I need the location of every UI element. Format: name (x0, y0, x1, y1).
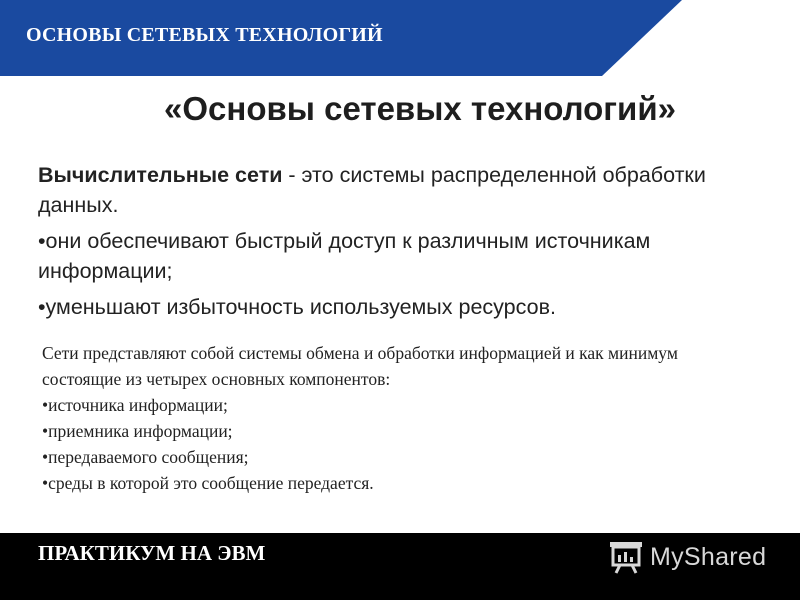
components-block (42, 340, 742, 496)
definition-text: - это системы распределенной обработки данных. (38, 163, 706, 217)
components-item: •передаваемого сообщения; (42, 447, 249, 467)
logo-text: MyShared (650, 542, 767, 571)
definition-block (38, 160, 778, 322)
header-band (0, 0, 800, 76)
presentation-board-icon (608, 539, 644, 575)
components-item: •приемника информации; (42, 421, 233, 441)
footer-bar (0, 533, 800, 600)
header-title: ОСНОВЫ СЕТЕВЫХ ТЕХНОЛОГИЙ (26, 24, 383, 46)
components-item: •среды в которой это сообщение передается. (42, 473, 374, 493)
footer-label: ПРАКТИКУМ НА ЭВМ (38, 541, 266, 565)
components-intro: Сети представляют собой системы обмена и обработки информацией и как минимум состоящие из четырех основных компонентов: (42, 343, 678, 389)
definition-bullet: •они обеспечивают быстрый доступ к различным источникам информации; (38, 229, 651, 283)
myshared-logo[interactable] (608, 537, 766, 577)
slide-title: «Основы сетевых технологий» (164, 90, 676, 127)
definition-term: Вычислительные сети (38, 163, 283, 187)
components-item: •источника информации; (42, 395, 228, 415)
definition-bullet: •уменьшают избыточность используемых ресурсов. (38, 295, 556, 319)
definition-paragraph (38, 160, 778, 220)
